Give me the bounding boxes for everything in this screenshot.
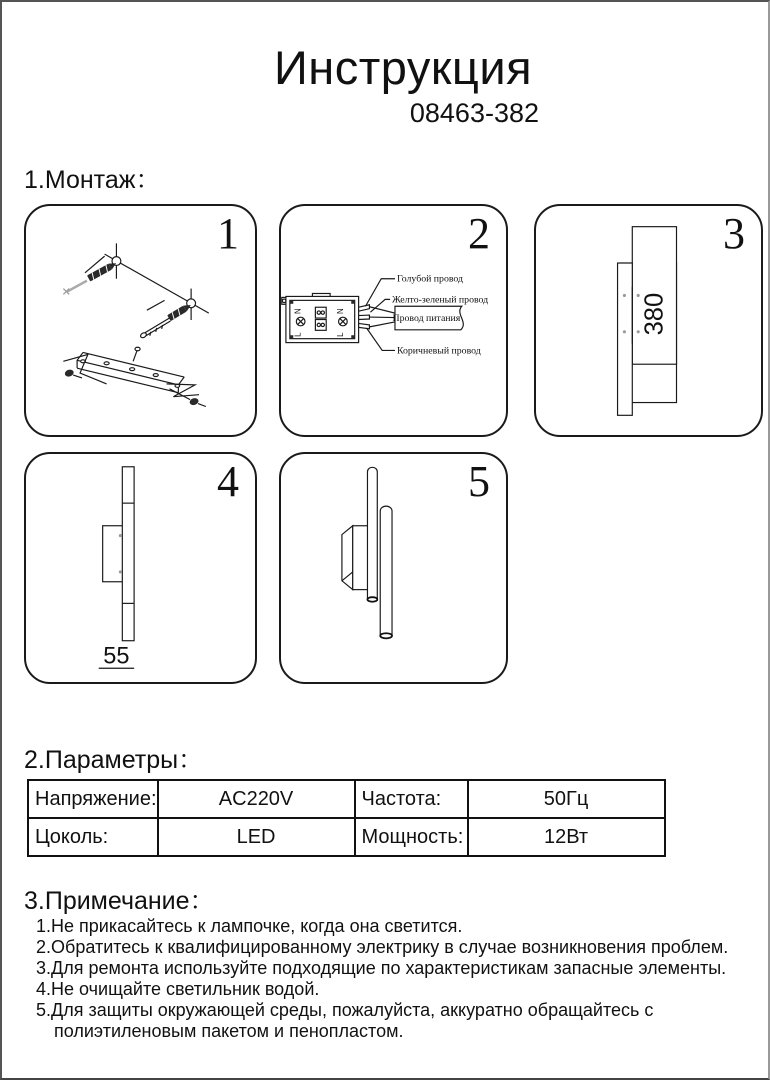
dimension-55-label: 55 [103,642,130,669]
frequency-label: Частота: [355,780,468,818]
notes-section-heading: 3.Примечание： [24,887,215,915]
wall-anchor-icon [87,260,118,281]
voltage-value: AC220V [158,780,355,818]
panel-number: 3 [723,209,745,258]
screw-icon [169,389,205,407]
panel-number: 2 [468,209,490,258]
power-cord-label: Провод питания [392,312,461,324]
table-row [28,818,665,856]
montage-step-1-panel [24,204,257,437]
screw-icon [140,318,171,339]
panel-number: 4 [217,457,239,506]
voltage-label: Напряжение: [28,780,158,818]
title-block [267,42,539,128]
terminal-l-label: L [293,332,303,337]
screw-icon [64,369,82,378]
power-label: Мощность: [355,818,468,856]
yellow-green-wire-label: Желто-зеленый провод [392,294,489,306]
note-item: 3.Для ремонта используйте подходящие по характеристикам запасные элементы. [36,958,727,978]
note-item: 2.Обратитесь к квалифицированному электрику в случае возникновения проблем. [36,937,729,957]
blue-wire-label: Голубой провод [396,273,464,285]
parameters-table [27,779,666,857]
power-value: 12Вт [468,818,665,856]
note-item: 4.Не очищайте светильник водой. [36,979,320,999]
table-row [28,780,665,818]
socket-value: LED [158,818,355,856]
socket-label: Цоколь: [28,818,158,856]
junction-box-icon [282,293,359,342]
dimension-380-label: 380 [640,292,669,336]
frequency-value: 50Гц [468,780,665,818]
params-section-heading: 2.Параметры： [24,746,204,774]
wall-mount-icon [342,526,370,590]
montage-step-4-panel [24,452,257,684]
wires-icon [359,305,395,329]
panel-number: 1 [217,209,239,258]
model-number: 08463-382 [409,98,539,128]
lamp-tube-icon [367,467,377,601]
lamp-tube-icon [380,506,392,638]
notes-list [36,916,742,1042]
page-title: Инструкция [273,41,533,94]
montage-step-2-panel [279,204,508,437]
note-item: 5.Для защиты окружающей среды, пожалуйста, аккуратно обращайтесь с полиэтиленовым пакетом и пенопластом. [36,1000,654,1041]
mounting-bracket-icon [63,347,199,396]
terminal-l-label: L [335,332,345,337]
panel-number: 5 [468,457,490,506]
brown-wire-label: Коричневый провод [396,345,481,357]
terminal-n-label: N [335,308,345,315]
terminal-n-label: N [293,308,303,315]
montage-section-heading: 1.Монтаж： [24,166,161,194]
note-item: 1.Не прикасайтесь к лампочке, когда она светится. [36,916,463,936]
montage-step-3-panel [534,204,763,437]
montage-step-5-panel [279,452,508,684]
